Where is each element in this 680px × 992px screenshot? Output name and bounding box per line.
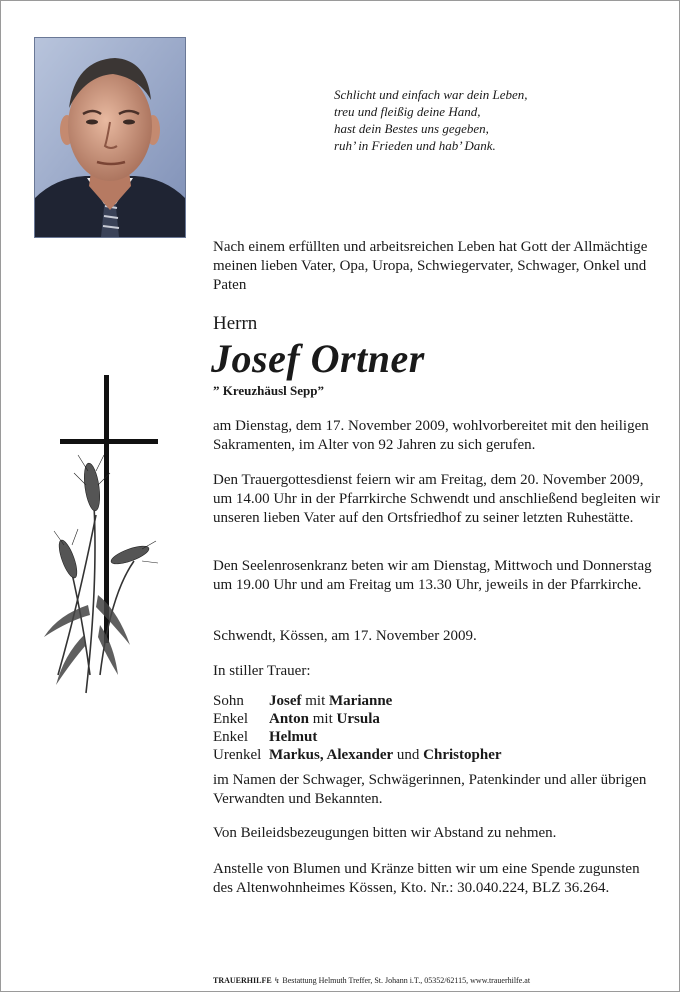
footer-text: Bestattung Helmuth Treffer, St. Johann i.T., 05352/62115, www.trauerhilfe.at (282, 976, 531, 985)
poem-line: treu und fleißig deine Hand, (334, 104, 481, 119)
list-item (213, 692, 663, 710)
funeral-paragraph: Den Trauergottesdienst feiern wir am Freitag, dem 20. November 2009, um 14.00 Uhr in der Pfarrkirche Schwendt und anschließend begleiten wir unseren lieben Vater auf den Ortsfriedhof zu seiner letzten Ruhestätte. (213, 472, 660, 526)
poem-line: ruh’ in Frieden und hab’ Dank. (334, 138, 496, 153)
conjunction: mit (305, 693, 326, 709)
conjunction: und (396, 747, 420, 763)
mourner-name: Helmut (269, 729, 318, 745)
donation-paragraph: Anstelle von Blumen und Kränze bitten wir um eine Spende zugunsten des Altenwohnheimes Kössen, Kto. Nr.: 30.040.224, BLZ 36.264. (213, 861, 640, 896)
wheat-icon: ↯ (273, 976, 281, 985)
relatives-paragraph: im Namen der Schwager, Schwägerinnen, Patenkinder und aller übrigen Verwandten und Bekannten. (213, 772, 647, 807)
condolences-paragraph: Von Beileidsbezeugungen bitten wir Abstand zu nehmen. (213, 825, 557, 841)
mourners-list (213, 692, 663, 764)
mourner-name: Christopher (423, 747, 502, 763)
death-paragraph: am Dienstag, dem 17. November 2009, wohlvorbereitet mit den heiligen Sakramenten, im Alter von 92 Jahren zu sich gerufen. (213, 418, 649, 453)
poem (334, 86, 528, 154)
poem-line: hast dein Bestes uns gegeben, (334, 121, 489, 136)
salutation: Herrn (213, 313, 258, 334)
mourner-name: Ursula (336, 711, 380, 727)
footer-brand: TRAUERHILFE (213, 976, 272, 985)
relation: Enkel (213, 711, 248, 727)
list-item (213, 728, 663, 746)
rosary-paragraph: Den Seelenrosenkranz beten wir am Dienstag, Mittwoch und Donnerstag um 19.00 Uhr und am Freitag um 13.30 Uhr, jeweils in der Pfarrkirche. (213, 558, 652, 593)
poem-line: Schlicht und einfach war dein Leben, (334, 87, 528, 102)
place-date: Schwendt, Kössen, am 17. November 2009. (213, 628, 477, 644)
intro-paragraph: Nach einem erfüllten und arbeitsreichen Leben hat Gott der Allmächtige meinen lieben Vater, Opa, Uropa, Schwiegervater, Schwager, Onkel und Paten (213, 239, 648, 293)
mourner-name: Markus, Alexander (269, 747, 394, 763)
mourner-name: Josef (269, 693, 302, 709)
conjunction: mit (312, 711, 333, 727)
mourner-name: Marianne (329, 693, 393, 709)
footer (213, 976, 530, 985)
list-item (213, 746, 663, 764)
relation: Urenkel (213, 747, 262, 763)
deceased-name: Josef Ortner (211, 336, 425, 381)
mourner-name: Anton (269, 711, 310, 727)
cross-with-wheat-icon (38, 375, 166, 695)
relation: Enkel (213, 729, 248, 745)
relation: Sohn (213, 693, 244, 709)
nickname: ” Kreuzhäusl Sepp” (213, 383, 325, 398)
portrait-photo (34, 37, 186, 238)
mourning-label: In stiller Trauer: (213, 663, 311, 679)
list-item (213, 710, 663, 728)
